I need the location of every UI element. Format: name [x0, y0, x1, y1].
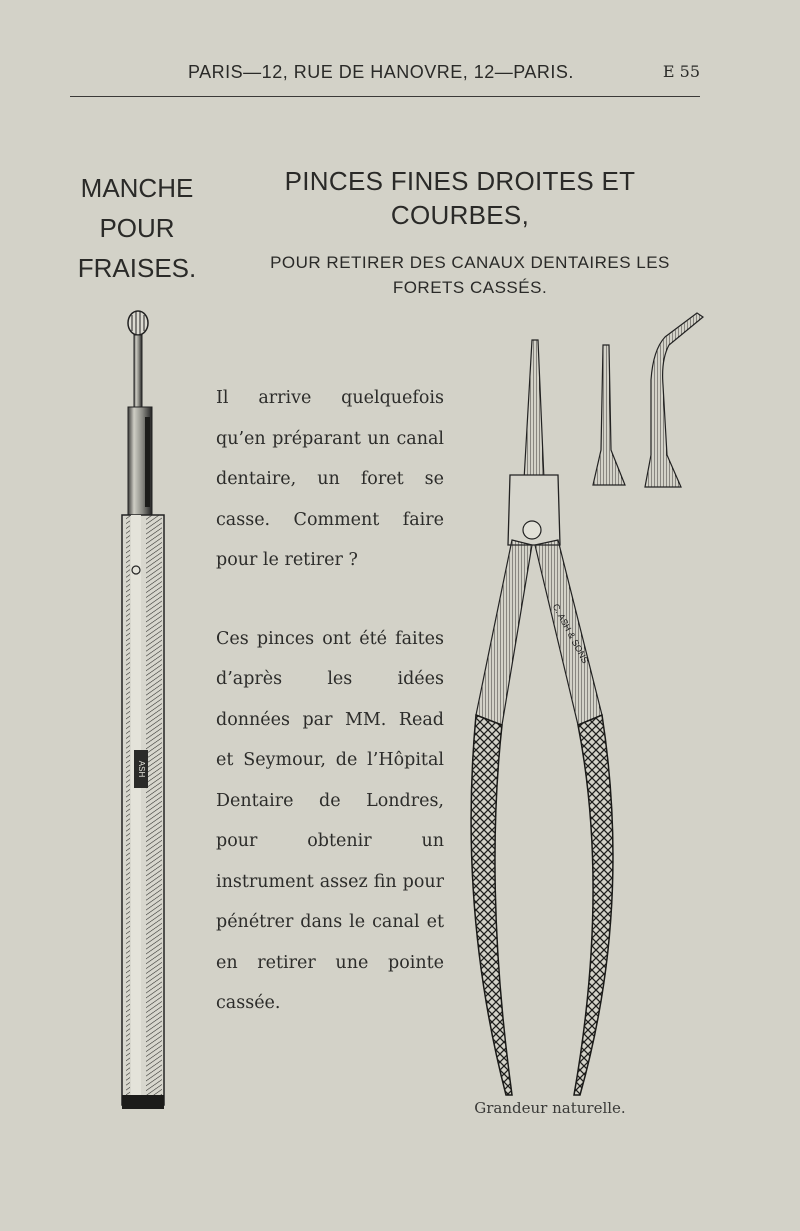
forceps-title-line2: COURBES, [390, 200, 530, 230]
description-paragraph-2: Ces pinces ont été faites d’après les idées données par MM. Read et Seymour, de l’Hôpital Dentaire de Londres, pour obtenir un instrument assez fin pour pénétrer dans le canal et en retirer une pointe cassée. [216, 628, 444, 1013]
description [216, 378, 444, 1024]
page-number: E 55 [662, 62, 700, 81]
subtitle-line2: FORETS CASSÉS. [392, 278, 548, 297]
bur-handle-illustration [110, 305, 180, 1115]
handle-title-line1: MANCHE [80, 173, 194, 203]
forceps-title-line1: PINCES FINES DROITES ET [284, 166, 636, 196]
forceps-title [230, 164, 690, 232]
handle-title-line3: FRAISES. [77, 253, 197, 283]
handle-title [62, 168, 212, 288]
handle-engraving: ASH [136, 760, 146, 778]
figure-caption: Grandeur naturelle. [474, 1099, 626, 1117]
forceps-engraving: C. ASH & SONS [550, 602, 591, 666]
running-head: PARIS—12, RUE DE HANOVRE, 12—PARIS. [188, 62, 574, 82]
subtitle-line1: POUR RETIRER DES CANAUX DENTAIRES LES [270, 253, 670, 272]
forceps-subtitle [232, 250, 708, 300]
page-header [70, 62, 700, 97]
description-paragraph-1: Il arrive quelquefois qu’en préparant un canal dentaire, un foret se casse. Comment faire pour le retirer ? [216, 388, 444, 570]
handle-title-line2: POUR [99, 213, 175, 243]
tip-details-illustration [585, 305, 710, 495]
